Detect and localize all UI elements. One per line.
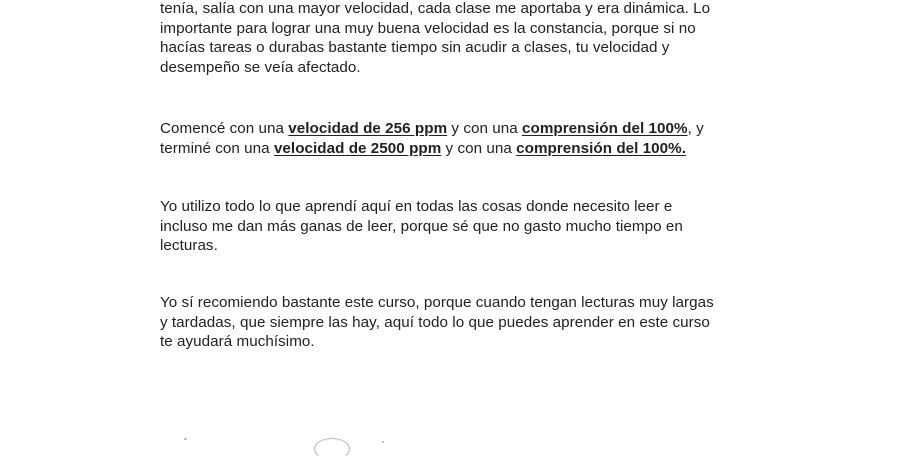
text-line: incluso me dan más ganas de leer, porque sé que no gasto mucho tiempo en <box>160 217 683 235</box>
text-line: y tardadas, que siempre las hay, aquí todo lo que puedes aprender en este curso <box>160 313 710 331</box>
text-line: lecturas. <box>160 237 218 254</box>
results-line-end <box>160 139 720 159</box>
text-fragment: terminé con una <box>160 139 274 157</box>
text-line: hacías tareas o durabas bastante tiempo sin acudir a clases, tu velocidad y <box>160 39 670 56</box>
text-line: tenía, salía con una mayor velocidad, cada clase me aportaba y era dinámica. Lo <box>160 0 711 17</box>
paragraph-experience <box>160 0 720 77</box>
starting-comprehension: comprensión del 100% <box>522 120 688 137</box>
text-line: te ayudará muchísimo. <box>160 333 315 350</box>
paragraph-results <box>160 119 720 158</box>
final-comprehension: comprensión del 100%. <box>516 139 686 157</box>
starting-speed: velocidad de 256 ppm <box>288 120 448 137</box>
paragraph-recommendation <box>160 293 720 352</box>
final-speed: velocidad de 2500 ppm <box>273 139 442 157</box>
text-fragment: , y <box>687 120 704 137</box>
text-fragment: y con una <box>441 139 517 157</box>
text-line: Yo utilizo todo lo que aprendí aquí en todas las cosas donde necesito leer e <box>160 198 673 215</box>
signature-stroke <box>314 438 350 460</box>
text-line: Yo sí recomiendo bastante este curso, porque cuando tengan lecturas muy largas <box>160 294 714 311</box>
results-line-start <box>160 119 720 139</box>
text-line: desempeño se veía afectado. <box>160 58 361 76</box>
text-line: importante para lograr una muy buena velocidad es la constancia, porque si no <box>160 19 696 37</box>
scan-speck <box>184 438 187 440</box>
paragraph-usage <box>160 197 720 256</box>
scan-speck <box>382 441 384 443</box>
text-fragment: Comencé con una <box>160 120 289 137</box>
text-fragment: y con una <box>447 120 522 137</box>
